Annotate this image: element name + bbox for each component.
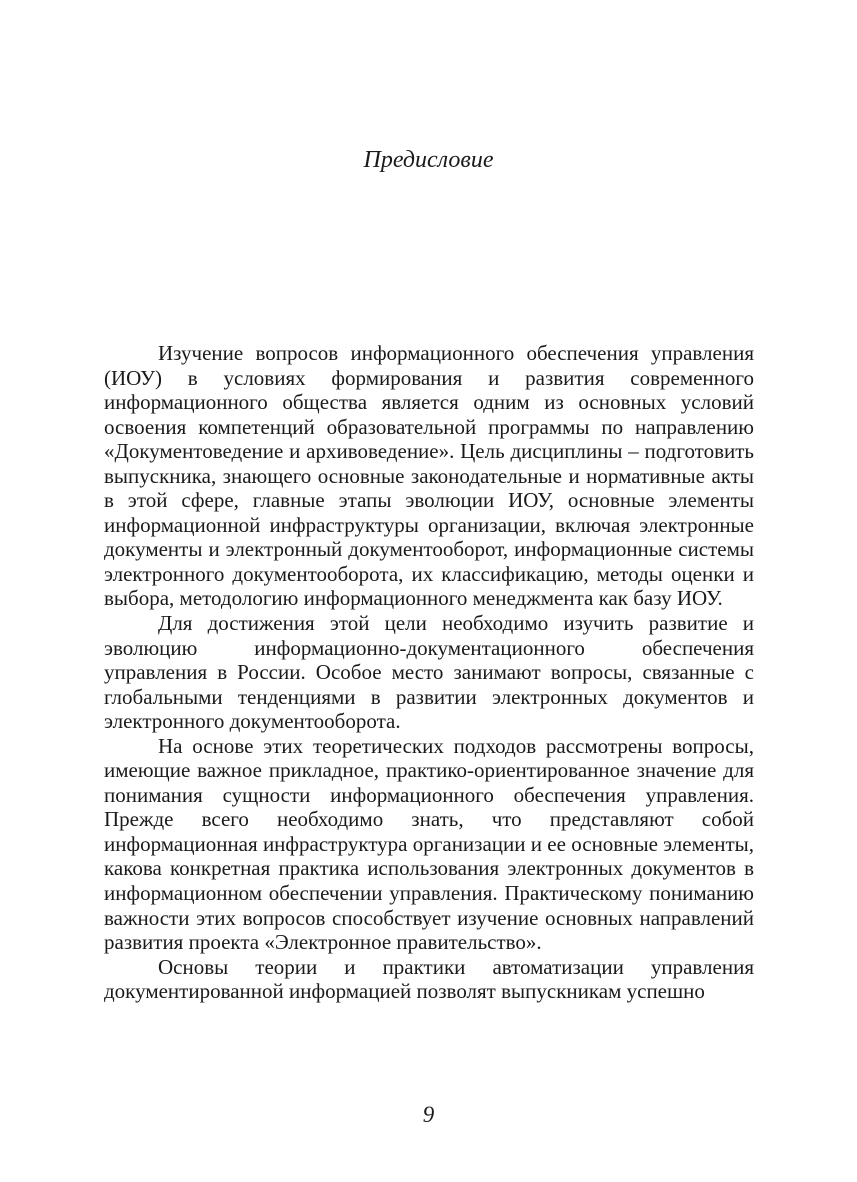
body-text (104, 341, 754, 1004)
page-title: Предисловие (363, 147, 494, 173)
paragraph-2: Для достижения этой цели необходимо изучить развитие и эволюцию информационно-документационного обеспечения управления в России. Особое место занимают вопросы, связанные с глобальными тенденциями в развитии электронных документов и электронного документооборота. (104, 611, 754, 734)
paragraph-4: Основы теории и практики автоматизации управления документированной информацией позволят выпускникам успешно (104, 954, 754, 1004)
paragraph-1: Изучение вопросов информационного обеспечения управления (ИОУ) в условиях формирования и развития современного информационного общества является одним из основных условий освоения компетенций образовательной программы по направлению «Документоведение и архивоведение». Цель дисциплины – подготовить выпускника, знающего основные законодательные и нормативные акты в этой сфере, главные этапы эволюции ИОУ, основные элементы информационной инфраструктуры организации, включая электронные документы и электронный документооборот, информационные системы электронного документооборота, их классификацию, методы оценки и выбора, методологию информационного менеджмента как базу ИОУ. (104, 341, 754, 611)
page-number: 9 (422, 1102, 435, 1127)
paragraph-3: На основе этих теоретических подходов рассмотрены вопросы, имеющие важное прикладное, практико-ориентированное значение для понимания сущности информационного обеспечения управления. Прежде всего необходимо знать, что представляют собой информационная инфраструктура организации и ее основные элементы, какова конкретная практика использования электронных документов в информационном обеспечении управления. Практическому пониманию важности этих вопросов способствует изучение основных направлений развития проекта «Электронное правительство». (104, 733, 754, 955)
